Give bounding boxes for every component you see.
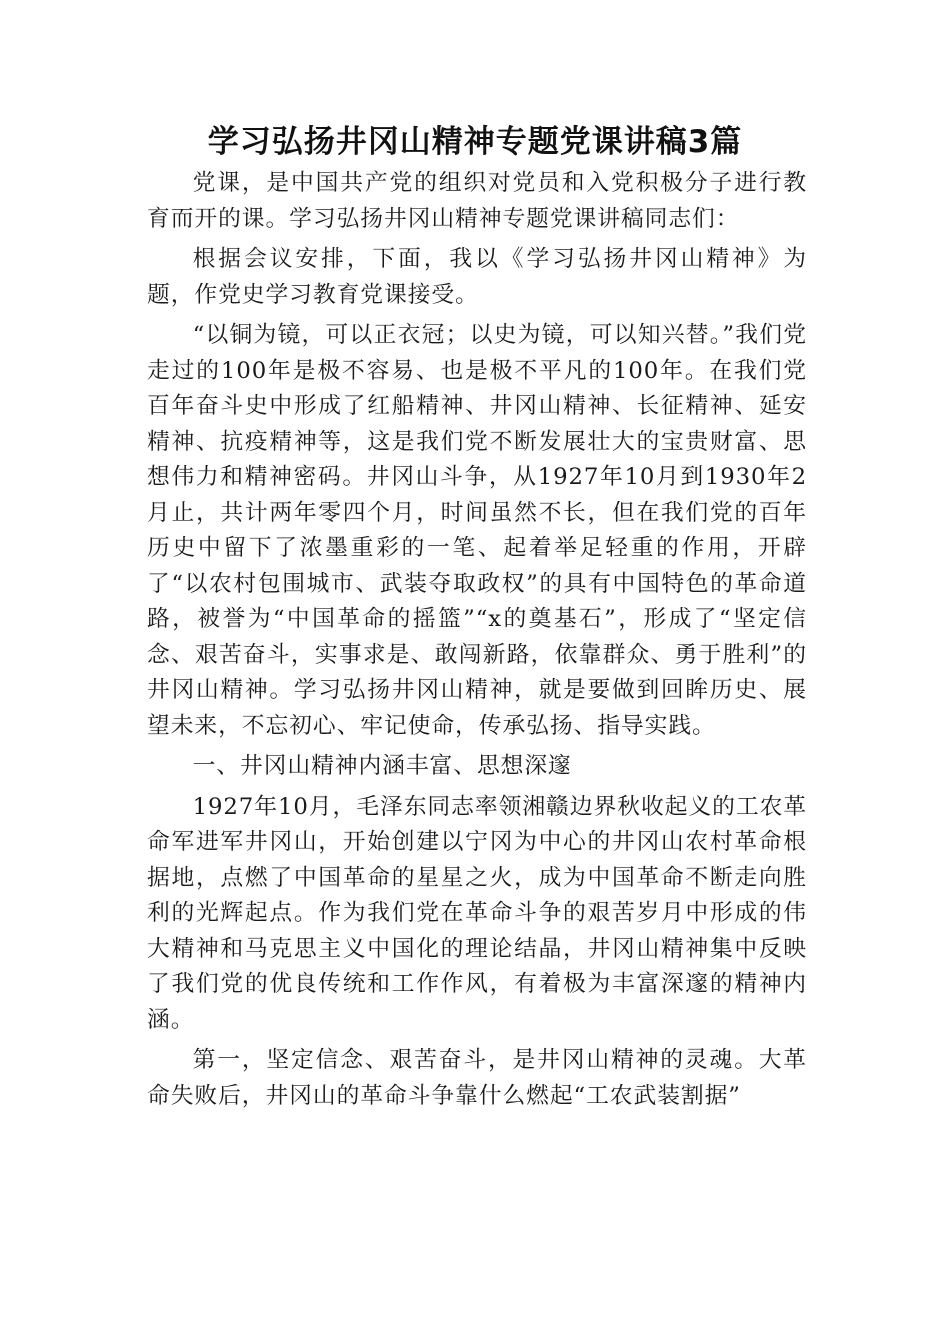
paragraph-first-point: 第一，坚定信念、艰苦奋斗，是井冈山精神的灵魂。大革命失败后，井冈山的革命斗争靠什么燃起“工农武装割据” [147, 1047, 807, 1109]
document-title: 学习弘扬井冈山精神专题党课讲稿3篇 [207, 124, 743, 160]
document-body [147, 166, 807, 1119]
paragraph-1927: 1927年10月，毛泽东同志率领湘赣边界秋收起义的工农革命军进军井冈山，开始创建以宁冈为中心的井冈山农村革命根据地，点燃了中国革命的星星之火，成为中国革命不断走向胜利的光辉起点。作为我们党在革命斗争的艰苦岁月中形成的伟大精神和马克思主义中国化的理论结晶，井冈山精神集中反映了我们党的优良传统和工作作风，有着极为丰富深邃的精神内涵。 [147, 793, 807, 1033]
paragraph-history: “以铜为镜，可以正衣冠；以史为镜，可以知兴替。”我们党走过的100年是极不容易、也是极不平凡的100年。在我们党百年奋斗史中形成了红船精神、井冈山精神、长征精神、延安精神、抗疫精神等，这是我们党不断发展壮大的宝贵财富、思想伟力和精神密码。井冈山斗争，从1927年10月到1930年2月止，共计两年零四个月，时间虽然不长，但在我们党的百年历史中留下了浓墨重彩的一笔、起着举足轻重的作用，开辟了“以农村包围城市、武装夺取政权”的具有中国特色的革命道路，被誉为“中国革命的摇篮”“x的奠基石”，形成了“坚定信念、艰苦奋斗，实事求是、敢闯新路，依靠群众、勇于胜利”的井冈山精神。学习弘扬井冈山精神，就是要做到回眸历史、展望未来，不忘初心、牢记使命，传承弘扬、指导实践。 [147, 322, 807, 739]
paragraph-intro: 党课，是中国共产党的组织对党员和入党积极分子进行教育而开的课。学习弘扬井冈山精神专题党课讲稿同志们： [147, 170, 807, 232]
section-heading-1: 一、井冈山精神内涵丰富、思想深邃 [192, 753, 572, 779]
paragraph-arrangement: 根据会议安排，下面，我以《学习弘扬井冈山精神》为题，作党史学习教育党课接受。 [147, 246, 807, 308]
